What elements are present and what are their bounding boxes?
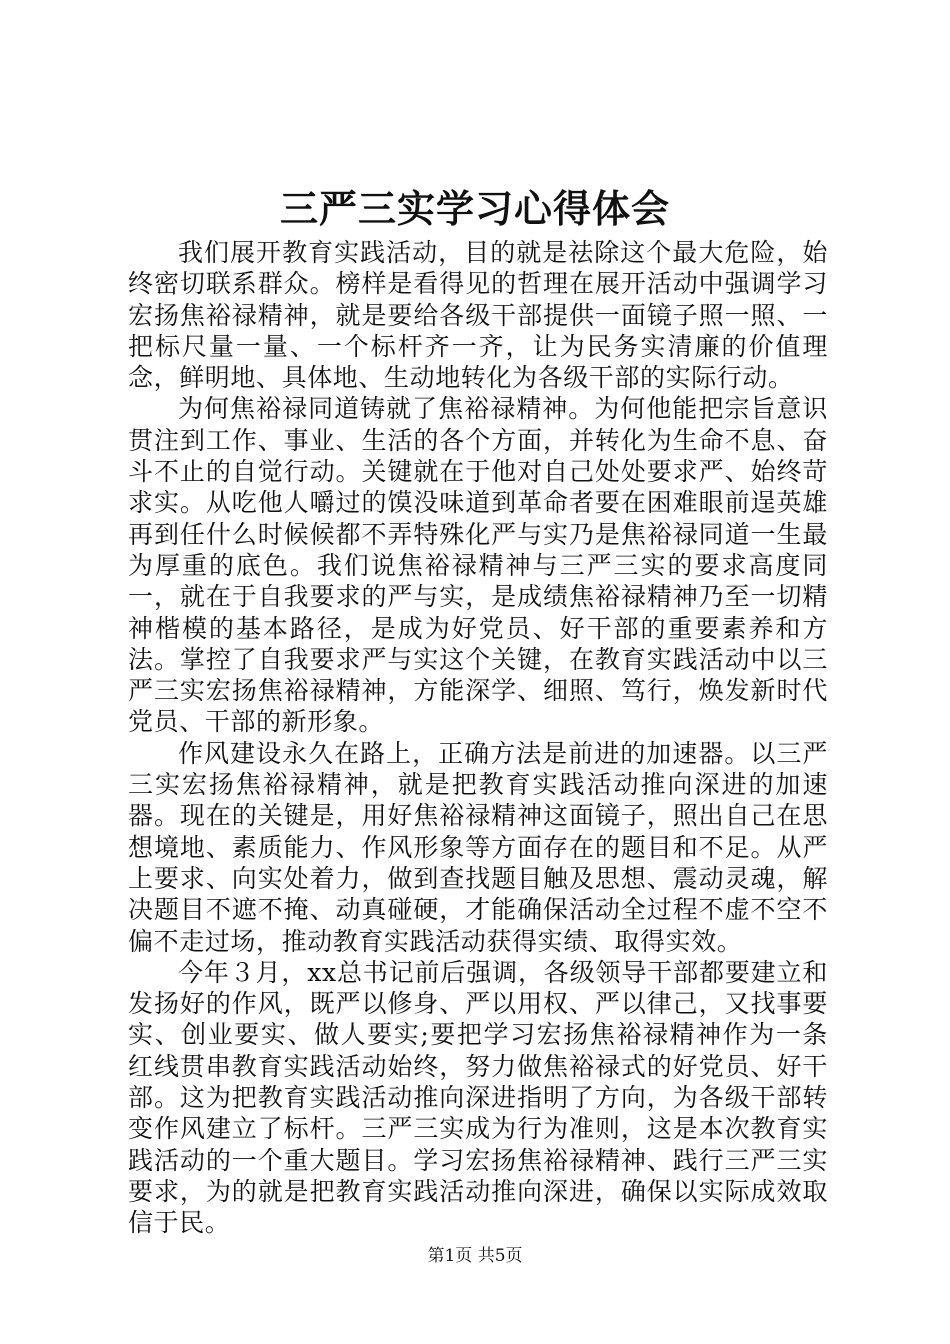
- document-body: [128, 237, 828, 1239]
- paragraph-3: 作风建设永久在路上，正确方法是前进的加速器。以三严三实宏扬焦裕禄精神，就是把教育实践活动推向深进的加速器。现在的关键是，用好焦裕禄精神这面镜子，照出自己在思想境地、素质能力、作风形象等方面存在的题目和不足。从严上要求、向实处着力，做到查找题目触及思想、震动灵魂，解决题目不遮不掩、动真碰硬，才能确保活动全过程不虚不空不偏不走过场，推动教育实践活动获得实绩、取得实效。: [128, 738, 828, 956]
- paragraph-4: 今年３月，xx总书记前后强调，各级领导干部都要建立和发扬好的作风，既严以修身、严以用权、严以律己，又找事要实、创业要实、做人要实;要把学习宏扬焦裕禄精神作为一条红线贯串教育实践活动始终，努力做焦裕禄式的好党员、好干部。这为把教育实践活动推向深进指明了方向，为各级干部转变作风建立了标杆。三严三实成为行为准则，这是本次教育实践活动的一个重大题目。学习宏扬焦裕禄精神、践行三严三实要求，为的就是把教育实践活动推向深进，确保以实际成效取信于民。: [128, 957, 828, 1238]
- paragraph-1: 我们展开教育实践活动，目的就是祛除这个最大危险，始终密切联系群众。榜样是看得见的哲理在展开活动中强调学习宏扬焦裕禄精神，就是要给各级干部提供一面镜子照一照、一把标尺量一量、一个标杆齐一齐，让为民务实清廉的价值理念，鲜明地、具体地、生动地转化为各级干部的实际行动。: [128, 238, 828, 393]
- document-title: 三严三实学习心得体会: [279, 186, 670, 231]
- page-footer: 第1页 共5页: [427, 1246, 523, 1266]
- paragraph-2: 为何焦裕禄同道铸就了焦裕禄精神。为何他能把宗旨意识贯注到工作、事业、生活的各个方面，并转化为生命不息、奋斗不止的自觉行动。关键就在于他对自己处处要求严、始终苛求实。从吃他人嚼过的馍没味道到革命者要在困难眼前逞英雄再到任什么时候候都不弄特殊化严与实乃是焦裕禄同道一生最为厚重的底色。我们说焦裕禄精神与三严三实的要求高度同一，就在于自我要求的严与实，是成绩焦裕禄精神乃至一切精神楷模的基本路径，是成为好党员、好干部的重要素养和方法。掌控了自我要求严与实这个关键，在教育实践活动中以三严三实宏扬焦裕禄精神，方能深学、细照、笃行，焕发新时代党员、干部的新形象。: [128, 394, 828, 737]
